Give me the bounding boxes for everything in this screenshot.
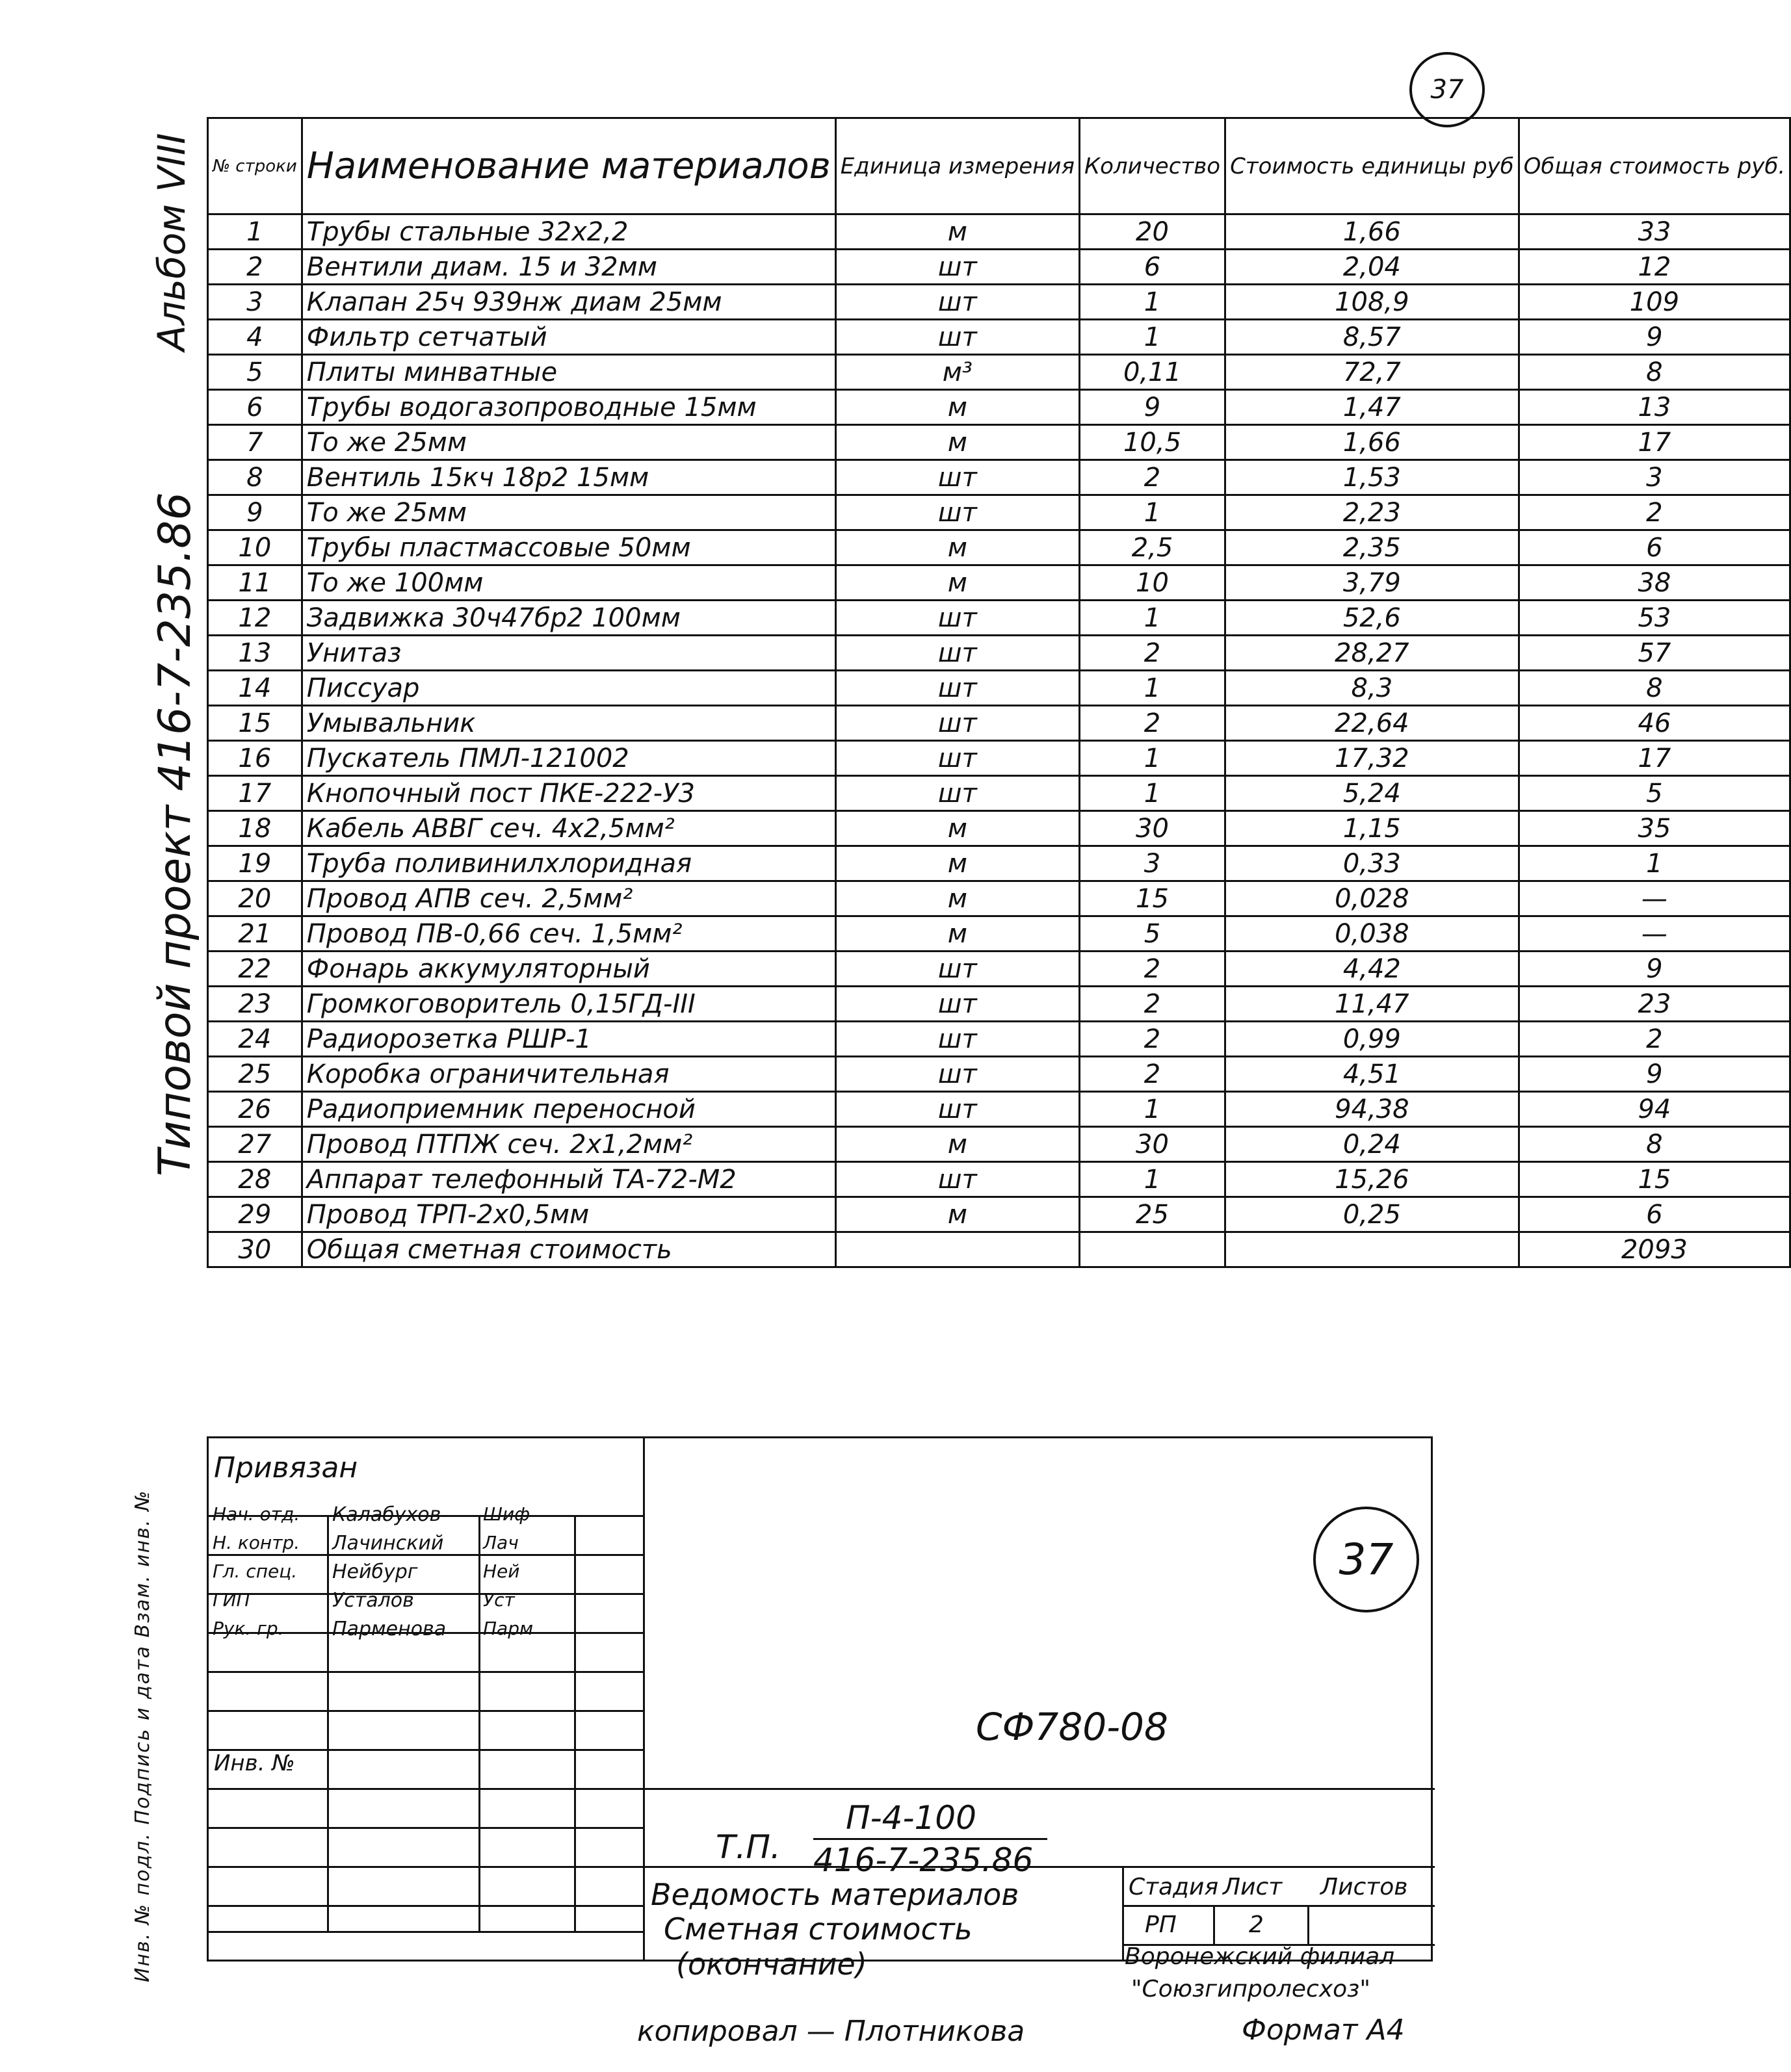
table-row bbox=[208, 425, 1790, 460]
row-number: 21 bbox=[208, 916, 302, 952]
total-cost-cell: — bbox=[1519, 916, 1790, 952]
materials-table bbox=[207, 117, 1791, 1268]
row-number: 3 bbox=[208, 285, 302, 320]
org-line-1: Воронежский филиал bbox=[1125, 1943, 1395, 1970]
unit-price-cell: 94,38 bbox=[1225, 1092, 1519, 1127]
quantity-cell: 2,5 bbox=[1079, 530, 1225, 565]
quantity-cell: 10,5 bbox=[1079, 425, 1225, 460]
signature-name: Нейбург bbox=[332, 1560, 418, 1583]
total-cost-cell: 9 bbox=[1519, 320, 1790, 355]
total-cost-cell: 17 bbox=[1519, 425, 1790, 460]
page-number: 37 bbox=[1409, 52, 1485, 127]
sheet-value: 2 bbox=[1249, 1911, 1264, 1938]
total-cost-cell: 5 bbox=[1519, 776, 1790, 811]
project-label: Типовой проект 416-7-235.86 bbox=[150, 492, 201, 1176]
material-name: То же 25мм bbox=[302, 425, 835, 460]
row-number: 10 bbox=[208, 530, 302, 565]
quantity-cell: 2 bbox=[1079, 706, 1225, 741]
material-name: Фонарь аккумуляторный bbox=[302, 952, 835, 987]
material-name: То же 100мм bbox=[302, 565, 835, 601]
table-row bbox=[208, 706, 1790, 741]
unit-price-cell: 1,15 bbox=[1225, 811, 1519, 846]
unit-price-cell: 72,7 bbox=[1225, 355, 1519, 390]
quantity-cell: 1 bbox=[1079, 671, 1225, 706]
unit-cell: м bbox=[835, 916, 1079, 952]
unit-price-cell: 108,9 bbox=[1225, 285, 1519, 320]
quantity-cell: 1 bbox=[1079, 776, 1225, 811]
total-cost-cell: 57 bbox=[1519, 636, 1790, 671]
table-row bbox=[208, 952, 1790, 987]
total-cost-cell: 9 bbox=[1519, 1057, 1790, 1092]
total-cost-cell: 8 bbox=[1519, 355, 1790, 390]
material-name: Умывальник bbox=[302, 706, 835, 741]
table-row bbox=[208, 390, 1790, 425]
total-cost-cell: 13 bbox=[1519, 390, 1790, 425]
signature-name: Парменова bbox=[332, 1618, 447, 1640]
quantity-cell: 2 bbox=[1079, 987, 1225, 1022]
unit-cell bbox=[835, 1232, 1079, 1267]
material-name: Трубы пластмассовые 50мм bbox=[302, 530, 835, 565]
row-number: 17 bbox=[208, 776, 302, 811]
table-row bbox=[208, 460, 1790, 495]
table-row bbox=[208, 881, 1790, 916]
table-row bbox=[208, 530, 1790, 565]
org-line-2: "Союзгипролесхоз" bbox=[1131, 1976, 1370, 2002]
signature-name: Калабухов bbox=[332, 1503, 441, 1526]
signature-role: ГИП bbox=[213, 1589, 250, 1611]
quantity-cell: 1 bbox=[1079, 320, 1225, 355]
quantity-cell: 1 bbox=[1079, 741, 1225, 776]
row-number: 14 bbox=[208, 671, 302, 706]
unit-price-cell: 0,028 bbox=[1225, 881, 1519, 916]
unit-cell: м bbox=[835, 565, 1079, 601]
unit-cell: шт bbox=[835, 706, 1079, 741]
unit-price-cell: 8,3 bbox=[1225, 671, 1519, 706]
stage-label: Стадия bbox=[1129, 1874, 1219, 1900]
table-row bbox=[208, 846, 1790, 881]
table-row bbox=[208, 1232, 1790, 1267]
table-row bbox=[208, 671, 1790, 706]
quantity-cell: 1 bbox=[1079, 1162, 1225, 1197]
material-name: Писсуар bbox=[302, 671, 835, 706]
table-row bbox=[208, 1127, 1790, 1162]
margin-labels: Инв. № подл. Подпись и дата Взам. инв. № bbox=[131, 1489, 154, 1982]
unit-price-cell: 1,47 bbox=[1225, 390, 1519, 425]
total-cost-cell: 6 bbox=[1519, 530, 1790, 565]
table-row bbox=[208, 1022, 1790, 1057]
unit-cell: шт bbox=[835, 741, 1079, 776]
quantity-cell: 1 bbox=[1079, 495, 1225, 530]
table-header-row bbox=[208, 118, 1790, 214]
table-row bbox=[208, 355, 1790, 390]
row-number: 2 bbox=[208, 250, 302, 285]
material-name: Провод АПВ сеч. 2,5мм² bbox=[302, 881, 835, 916]
unit-price-cell: 3,79 bbox=[1225, 565, 1519, 601]
material-name: Задвижка 30ч47бр2 100мм bbox=[302, 601, 835, 636]
table-row bbox=[208, 1092, 1790, 1127]
quantity-cell: 3 bbox=[1079, 846, 1225, 881]
unit-cell: м bbox=[835, 214, 1079, 250]
tied-label: Привязан bbox=[214, 1451, 358, 1484]
unit-price-cell: 1,66 bbox=[1225, 425, 1519, 460]
table-row bbox=[208, 601, 1790, 636]
header-total: Общая стоимость руб. bbox=[1519, 118, 1790, 214]
total-cost-cell: 9 bbox=[1519, 952, 1790, 987]
sheet-code: СФ780-08 bbox=[976, 1705, 1168, 1749]
unit-cell: м bbox=[835, 1197, 1079, 1232]
total-cost-cell: 53 bbox=[1519, 601, 1790, 636]
unit-price-cell: 0,25 bbox=[1225, 1197, 1519, 1232]
total-cost-cell: 94 bbox=[1519, 1092, 1790, 1127]
material-name: Радиорозетка РШР-1 bbox=[302, 1022, 835, 1057]
table-row bbox=[208, 1057, 1790, 1092]
total-cost-cell: 109 bbox=[1519, 285, 1790, 320]
unit-cell: шт bbox=[835, 1162, 1079, 1197]
row-number: 11 bbox=[208, 565, 302, 601]
material-name: Провод ТРП-2х0,5мм bbox=[302, 1197, 835, 1232]
unit-cell: м bbox=[835, 881, 1079, 916]
unit-cell: шт bbox=[835, 495, 1079, 530]
row-number: 24 bbox=[208, 1022, 302, 1057]
row-number: 29 bbox=[208, 1197, 302, 1232]
row-number: 26 bbox=[208, 1092, 302, 1127]
unit-cell: м³ bbox=[835, 355, 1079, 390]
unit-price-cell: 0,24 bbox=[1225, 1127, 1519, 1162]
row-number: 5 bbox=[208, 355, 302, 390]
total-cost-cell: 2093 bbox=[1519, 1232, 1790, 1267]
unit-price-cell: 5,24 bbox=[1225, 776, 1519, 811]
signature-mark: Шиф bbox=[483, 1503, 530, 1525]
material-name: Провод ПТПЖ сеч. 2х1,2мм² bbox=[302, 1127, 835, 1162]
quantity-cell: 30 bbox=[1079, 811, 1225, 846]
material-name: Вентиль 15кч 18р2 15мм bbox=[302, 460, 835, 495]
table-row bbox=[208, 495, 1790, 530]
quantity-cell: 15 bbox=[1079, 881, 1225, 916]
material-name: Кабель АВВГ сеч. 4х2,5мм² bbox=[302, 811, 835, 846]
quantity-cell: 6 bbox=[1079, 250, 1225, 285]
total-cost-cell: 38 bbox=[1519, 565, 1790, 601]
unit-price-cell: 0,33 bbox=[1225, 846, 1519, 881]
row-number: 27 bbox=[208, 1127, 302, 1162]
material-name: Труба поливинилхлоридная bbox=[302, 846, 835, 881]
material-name: Пускатель ПМЛ-121002 bbox=[302, 741, 835, 776]
total-cost-cell: 15 bbox=[1519, 1162, 1790, 1197]
unit-price-cell: 2,23 bbox=[1225, 495, 1519, 530]
total-cost-cell: 12 bbox=[1519, 250, 1790, 285]
signature-mark: Уст bbox=[483, 1589, 515, 1611]
quantity-cell: 9 bbox=[1079, 390, 1225, 425]
unit-price-cell: 22,64 bbox=[1225, 706, 1519, 741]
unit-cell: м bbox=[835, 390, 1079, 425]
quantity-cell: 0,11 bbox=[1079, 355, 1225, 390]
doc-title-line-3: (окончание) bbox=[676, 1947, 867, 1982]
material-name: Радиоприемник переносной bbox=[302, 1092, 835, 1127]
unit-cell: м bbox=[835, 811, 1079, 846]
stage-value: РП bbox=[1145, 1911, 1177, 1938]
material-name: Унитаз bbox=[302, 636, 835, 671]
material-name: Общая сметная стоимость bbox=[302, 1232, 835, 1267]
total-cost-cell: 6 bbox=[1519, 1197, 1790, 1232]
unit-price-cell: 17,32 bbox=[1225, 741, 1519, 776]
quantity-cell: 5 bbox=[1079, 916, 1225, 952]
table-row bbox=[208, 250, 1790, 285]
table-row bbox=[208, 636, 1790, 671]
table-row bbox=[208, 214, 1790, 250]
unit-cell: шт bbox=[835, 1092, 1079, 1127]
table-row bbox=[208, 811, 1790, 846]
unit-cell: м bbox=[835, 530, 1079, 565]
unit-cell: шт bbox=[835, 601, 1079, 636]
title-block bbox=[207, 1436, 1433, 1962]
header-price: Стоимость единицы руб bbox=[1225, 118, 1519, 214]
material-name: Громкоговоритель 0,15ГД-III bbox=[302, 987, 835, 1022]
row-number: 22 bbox=[208, 952, 302, 987]
material-name: Фильтр сетчатый bbox=[302, 320, 835, 355]
copied-by: копировал — Плотникова bbox=[637, 2015, 1025, 2048]
unit-cell: шт bbox=[835, 987, 1079, 1022]
tp-prefix: Т.П. bbox=[716, 1828, 781, 1866]
row-number: 23 bbox=[208, 987, 302, 1022]
sheet-label: Лист bbox=[1223, 1874, 1283, 1900]
row-number: 6 bbox=[208, 390, 302, 425]
table-row bbox=[208, 320, 1790, 355]
total-cost-cell: 8 bbox=[1519, 671, 1790, 706]
total-cost-cell: — bbox=[1519, 881, 1790, 916]
unit-cell: м bbox=[835, 425, 1079, 460]
material-name: Клапан 25ч 939нж диам 25мм bbox=[302, 285, 835, 320]
total-cost-cell: 8 bbox=[1519, 1127, 1790, 1162]
total-cost-cell: 46 bbox=[1519, 706, 1790, 741]
unit-price-cell: 52,6 bbox=[1225, 601, 1519, 636]
row-number: 8 bbox=[208, 460, 302, 495]
unit-cell: м bbox=[835, 846, 1079, 881]
table-body bbox=[208, 214, 1790, 1267]
material-name: Аппарат телефонный ТА-72-М2 bbox=[302, 1162, 835, 1197]
total-cost-cell: 23 bbox=[1519, 987, 1790, 1022]
unit-price-cell bbox=[1225, 1232, 1519, 1267]
row-number: 30 bbox=[208, 1232, 302, 1267]
materials-table-wrapper bbox=[207, 117, 1791, 1268]
unit-cell: шт bbox=[835, 636, 1079, 671]
unit-price-cell: 2,04 bbox=[1225, 250, 1519, 285]
total-cost-cell: 35 bbox=[1519, 811, 1790, 846]
signature-role: Гл. спец. bbox=[213, 1560, 298, 1582]
signature-mark: Парм bbox=[483, 1618, 534, 1639]
signature-mark: Ней bbox=[483, 1560, 520, 1582]
table-row bbox=[208, 565, 1790, 601]
quantity-cell: 2 bbox=[1079, 1022, 1225, 1057]
material-name: Трубы стальные 32х2,2 bbox=[302, 214, 835, 250]
inv-label: Инв. № bbox=[214, 1750, 295, 1776]
quantity-cell: 2 bbox=[1079, 460, 1225, 495]
signature-role: Н. контр. bbox=[213, 1532, 300, 1553]
row-number: 19 bbox=[208, 846, 302, 881]
row-number: 25 bbox=[208, 1057, 302, 1092]
unit-cell: шт bbox=[835, 1057, 1079, 1092]
unit-cell: шт bbox=[835, 1022, 1079, 1057]
table-row bbox=[208, 285, 1790, 320]
material-name: То же 25мм bbox=[302, 495, 835, 530]
material-name: Вентили диам. 15 и 32мм bbox=[302, 250, 835, 285]
signature-name: Лачинский bbox=[332, 1532, 444, 1555]
format-note: Формат А4 bbox=[1242, 2014, 1405, 2047]
total-cost-cell: 2 bbox=[1519, 1022, 1790, 1057]
tp-bottom: 416-7-235.86 bbox=[813, 1841, 1034, 1879]
header-row-no: № строки bbox=[208, 118, 302, 214]
quantity-cell: 2 bbox=[1079, 952, 1225, 987]
signature-name: Усталов bbox=[332, 1589, 414, 1612]
table-row bbox=[208, 987, 1790, 1022]
total-cost-cell: 1 bbox=[1519, 846, 1790, 881]
signature-mark: Лач bbox=[483, 1532, 519, 1553]
unit-cell: шт bbox=[835, 776, 1079, 811]
material-name: Плиты минватные bbox=[302, 355, 835, 390]
quantity-cell bbox=[1079, 1232, 1225, 1267]
table-row bbox=[208, 1162, 1790, 1197]
header-qty: Количество bbox=[1079, 118, 1225, 214]
material-name: Провод ПВ-0,66 сеч. 1,5мм² bbox=[302, 916, 835, 952]
unit-price-cell: 15,26 bbox=[1225, 1162, 1519, 1197]
unit-price-cell: 11,47 bbox=[1225, 987, 1519, 1022]
row-number: 15 bbox=[208, 706, 302, 741]
unit-price-cell: 8,57 bbox=[1225, 320, 1519, 355]
quantity-cell: 20 bbox=[1079, 214, 1225, 250]
total-cost-cell: 17 bbox=[1519, 741, 1790, 776]
sheets-label: Листов bbox=[1320, 1874, 1408, 1900]
quantity-cell: 10 bbox=[1079, 565, 1225, 601]
row-number: 7 bbox=[208, 425, 302, 460]
row-number: 1 bbox=[208, 214, 302, 250]
row-number: 9 bbox=[208, 495, 302, 530]
album-label: Альбом VIII bbox=[150, 133, 194, 351]
unit-cell: шт bbox=[835, 671, 1079, 706]
header-unit: Единица измерения bbox=[835, 118, 1079, 214]
material-name: Коробка ограничительная bbox=[302, 1057, 835, 1092]
unit-price-cell: 1,53 bbox=[1225, 460, 1519, 495]
quantity-cell: 1 bbox=[1079, 601, 1225, 636]
table-row bbox=[208, 776, 1790, 811]
material-name: Кнопочный пост ПКЕ-222-У3 bbox=[302, 776, 835, 811]
row-number: 16 bbox=[208, 741, 302, 776]
header-name: Наименование материалов bbox=[302, 118, 835, 214]
quantity-cell: 30 bbox=[1079, 1127, 1225, 1162]
tp-top: П-4-100 bbox=[846, 1799, 976, 1837]
unit-cell: шт bbox=[835, 320, 1079, 355]
row-number: 13 bbox=[208, 636, 302, 671]
quantity-cell: 25 bbox=[1079, 1197, 1225, 1232]
unit-cell: шт bbox=[835, 952, 1079, 987]
total-cost-cell: 33 bbox=[1519, 214, 1790, 250]
quantity-cell: 1 bbox=[1079, 285, 1225, 320]
doc-title-line-1: Ведомость материалов bbox=[651, 1877, 1019, 1912]
unit-price-cell: 0,038 bbox=[1225, 916, 1519, 952]
unit-cell: шт bbox=[835, 250, 1079, 285]
unit-price-cell: 2,35 bbox=[1225, 530, 1519, 565]
unit-price-cell: 1,66 bbox=[1225, 214, 1519, 250]
total-cost-cell: 3 bbox=[1519, 460, 1790, 495]
table-row bbox=[208, 741, 1790, 776]
unit-price-cell: 28,27 bbox=[1225, 636, 1519, 671]
table-row bbox=[208, 916, 1790, 952]
total-cost-cell: 2 bbox=[1519, 495, 1790, 530]
unit-price-cell: 0,99 bbox=[1225, 1022, 1519, 1057]
unit-cell: шт bbox=[835, 460, 1079, 495]
row-number: 12 bbox=[208, 601, 302, 636]
row-number: 4 bbox=[208, 320, 302, 355]
row-number: 28 bbox=[208, 1162, 302, 1197]
quantity-cell: 2 bbox=[1079, 636, 1225, 671]
unit-price-cell: 4,42 bbox=[1225, 952, 1519, 987]
quantity-cell: 1 bbox=[1079, 1092, 1225, 1127]
sheet-number-circle: 37 bbox=[1313, 1507, 1419, 1612]
table-row bbox=[208, 1197, 1790, 1232]
material-name: Трубы водогазопроводные 15мм bbox=[302, 390, 835, 425]
unit-price-cell: 4,51 bbox=[1225, 1057, 1519, 1092]
signature-role: Рук. гр. bbox=[213, 1618, 284, 1639]
doc-title-line-2: Сметная стоимость bbox=[664, 1911, 973, 1947]
row-number: 20 bbox=[208, 881, 302, 916]
unit-cell: м bbox=[835, 1127, 1079, 1162]
unit-cell: шт bbox=[835, 285, 1079, 320]
signature-role: Нач. отд. bbox=[213, 1503, 300, 1525]
row-number: 18 bbox=[208, 811, 302, 846]
quantity-cell: 2 bbox=[1079, 1057, 1225, 1092]
